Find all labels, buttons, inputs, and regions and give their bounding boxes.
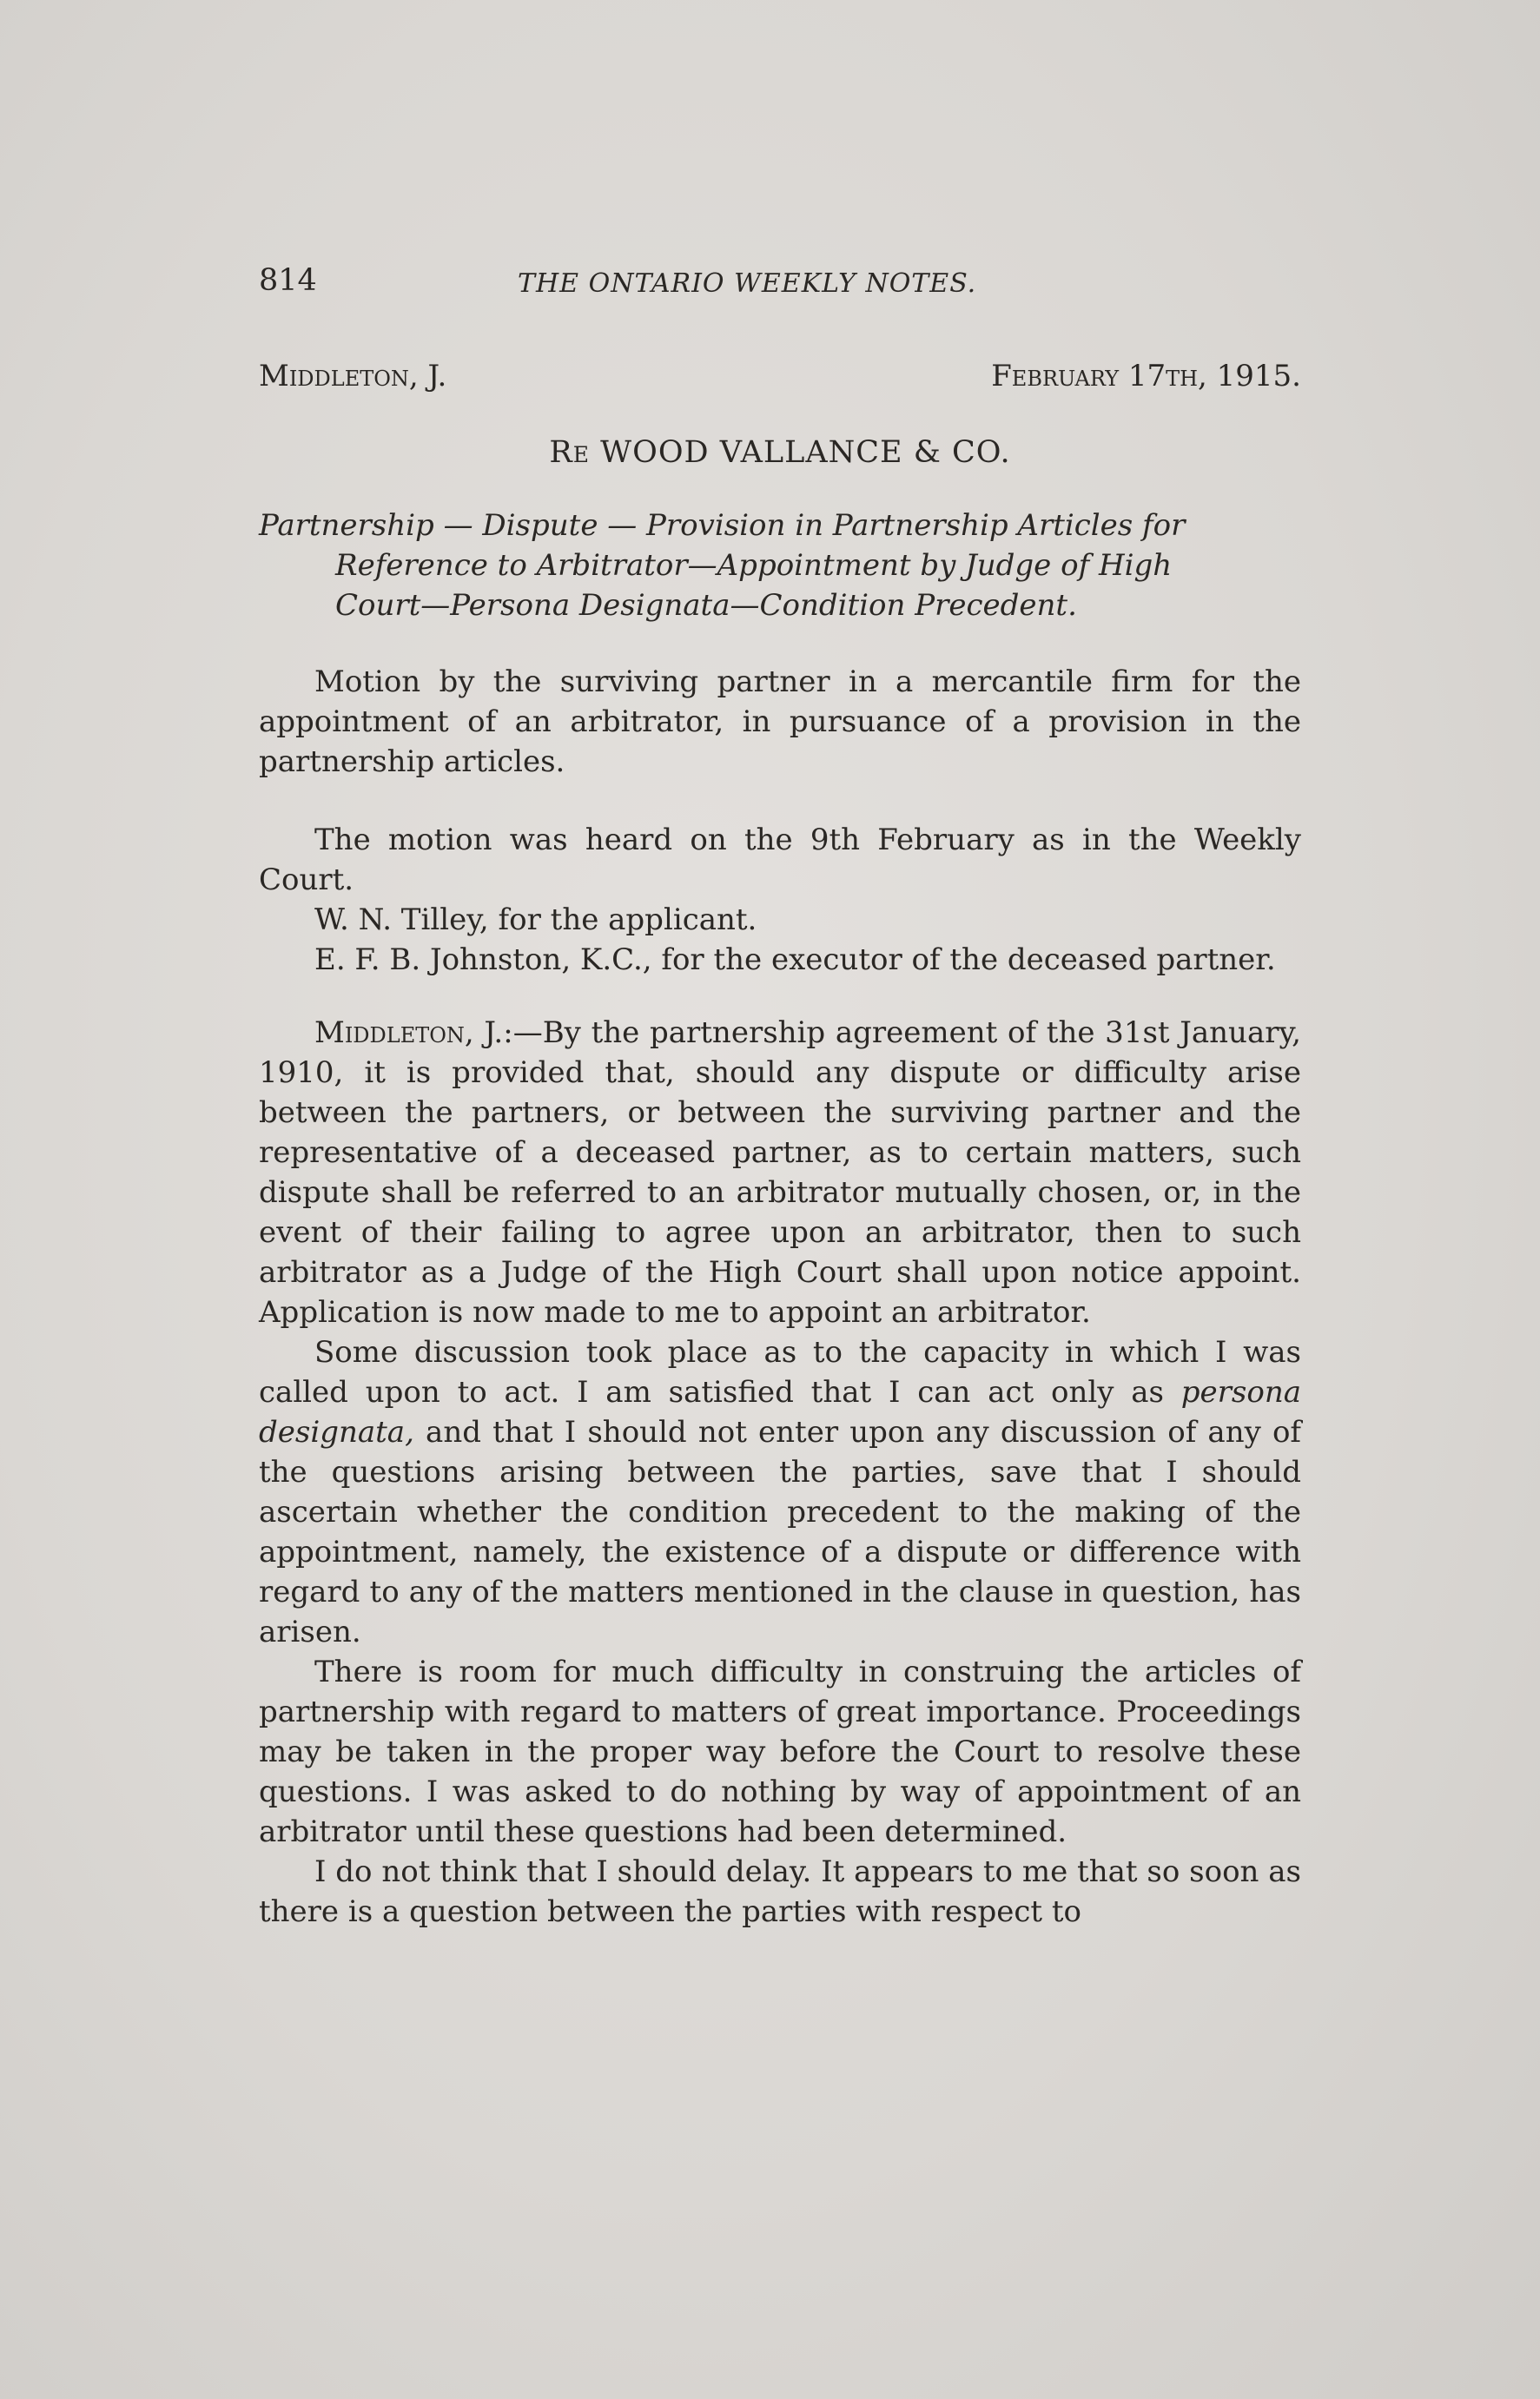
judgment-paragraph-1-text: :—By the partnership agreement of the 31st January, 1910, it is provided that, should any dispute or difficulty arise between the partners, or between the surviving partner and the representative of a deceased partner, as to certain matters, such dispute shall be referred to an arbitrator mutually chosen, or, in the event of their failing to agree upon an arbitrator, then to such arbitrator as a Judge of the High Court shall upon notice appoint. Application is now made to me to appoint an arbitrator. [259,1015,1301,1330]
persona-designata-term: persona designata, [259,1375,1302,1450]
judgment-paragraph-3: There is room for much difficulty in construing the articles of partnership with regard to matters of great importance. Proceedings may be taken in the proper way before the Court to resolve these questions. I was asked to do nothing by way of appointment of an arbitrator until these questions had been determined. [259,1655,1301,1849]
judgment-paragraph-2 [259,1332,1301,1652]
headnote-line-2: Reference to Arbitrator—Appointment by Judge of High [335,548,1173,583]
judgment-paragraph-1 [259,1013,1301,1332]
running-title: THE ONTARIO WEEKLY NOTES. [518,268,977,299]
page-number: 814 [259,263,317,298]
motion-paragraph: Motion by the surviving partner in a mercantile firm for the appointment of an arbitrator, in pursuance of a provision in the partnership articles. [259,664,1301,779]
decision-date: February 17th, 1915. [991,359,1301,393]
running-head [259,261,1301,304]
headnote [259,506,1301,625]
case-line [259,356,1301,408]
judgment-paragraph-2-part-a: Some discussion took place as to the capacity in which I was called upon to act. I am satisfied that I can act only as [259,1335,1301,1410]
judgment-paragraph-4: I do not think that I should delay. It appears to me that so soon as there is a question between the parties with respect to [259,1854,1301,1929]
judgment-speaker: Middleton, J. [314,1015,504,1050]
headnote-line-1: Partnership — Dispute — Provision in Partnership Articles for [259,508,1186,543]
judgment-paragraph-2-part-b: and that I should not enter upon any discussion of any of the questions arising between the parties, save that I should ascertain whether the condition precedent to the making of the appointment, namely, the existence of a dispute or difference with regard to any of the matters mentioned in the clause in question, has arisen. [259,1415,1302,1649]
judge-name: Middleton, J. [259,359,447,393]
case-title [259,433,1301,473]
counsel-executor: E. F. B. Johnston, K.C., for the executor of the deceased partner. [314,942,1276,977]
headnote-line-3: Court—Persona Designata—Condition Precedent. [335,588,1077,623]
text-column [259,261,1301,1932]
heard-paragraph: The motion was heard on the 9th February as in the Weekly Court. [259,823,1301,897]
case-title-name: WOOD VALLANCE & CO. [600,435,1011,470]
case-title-prefix: Re [549,435,591,470]
counsel-applicant: W. N. Tilley, for the applicant. [314,902,757,937]
